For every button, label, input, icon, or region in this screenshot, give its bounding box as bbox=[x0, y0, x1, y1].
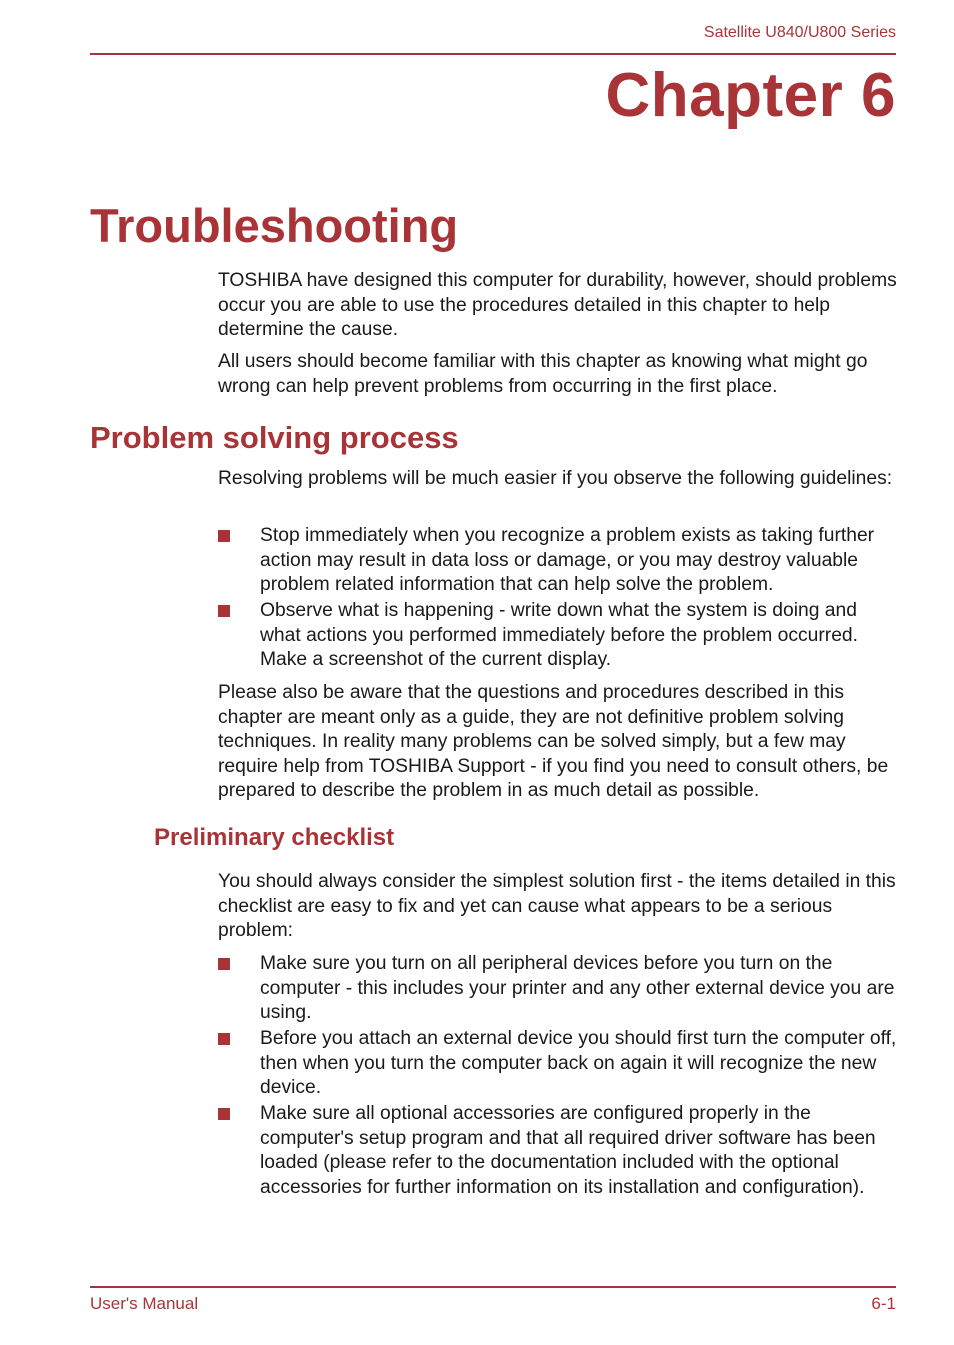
page-title: Troubleshooting bbox=[90, 199, 459, 252]
problem-solving-closing: Please also be aware that the questions and procedures described in this chapter are meant only as a guide, they are not definitive problem solving techniques. In reality many problems can be solved simply, but a few may require help from TOSHIBA Support - if you find you need to consult others, be prepared to describe the problem in as much detail as possible. bbox=[218, 682, 889, 801]
list-item-text: Make sure you turn on all peripheral devices before you turn on the computer - this includes your printer and any other external device you are using. bbox=[260, 953, 895, 1023]
list-item bbox=[218, 1027, 898, 1101]
problem-solving-lead: Resolving problems will be much easier if you observe the following guidelines: bbox=[218, 468, 893, 489]
bullet-square-icon bbox=[218, 530, 230, 542]
intro-paragraph-2: All users should become familiar with this chapter as knowing what might go wrong can help prevent problems from occurring in the first place. bbox=[218, 351, 868, 397]
list-item bbox=[218, 599, 898, 673]
bullet-square-icon bbox=[218, 605, 230, 617]
list-item bbox=[218, 1102, 898, 1200]
section-heading-problem-solving: Problem solving process bbox=[90, 420, 459, 455]
chapter-number: Chapter 6 bbox=[605, 61, 896, 130]
bullet-square-icon bbox=[218, 1033, 230, 1045]
footer-page-number: 6-1 bbox=[871, 1294, 896, 1313]
bullet-square-icon bbox=[218, 958, 230, 970]
list-item-text: Observe what is happening - write down what the system is doing and what actions you performed immediately before the problem occurred. Make a screenshot of the current display. bbox=[260, 600, 859, 670]
header-rule bbox=[90, 53, 896, 55]
list-item bbox=[218, 524, 898, 598]
checklist-lead: You should always consider the simplest solution first - the items detailed in this checklist are easy to fix and yet can cause what appears to be a serious problem: bbox=[218, 871, 896, 941]
footer-manual-name: User's Manual bbox=[90, 1294, 199, 1313]
list-item bbox=[218, 952, 898, 1026]
footer-rule bbox=[90, 1286, 896, 1288]
bullet-square-icon bbox=[218, 1108, 230, 1120]
list-item-text: Before you attach an external device you should first turn the computer off, then when you turn the computer back on again it will recognize the new device. bbox=[260, 1028, 897, 1098]
subsection-heading-checklist: Preliminary checklist bbox=[154, 824, 395, 851]
running-header-series: Satellite U840/U800 Series bbox=[703, 24, 896, 41]
intro-paragraph-1: TOSHIBA have designed this computer for durability, however, should problems occur you are able to use the procedures detailed in this chapter to help determine the cause. bbox=[218, 270, 897, 340]
list-item-text: Stop immediately when you recognize a problem exists as taking further action may result in data loss or damage, or you may destroy valuable problem related information that can help solve the problem. bbox=[260, 525, 875, 595]
list-item-text: Make sure all optional accessories are configured properly in the computer's setup program and that all required driver software has been loaded (please refer to the documentation included with the optional accessories for further information on its installation and configuration). bbox=[260, 1103, 876, 1198]
